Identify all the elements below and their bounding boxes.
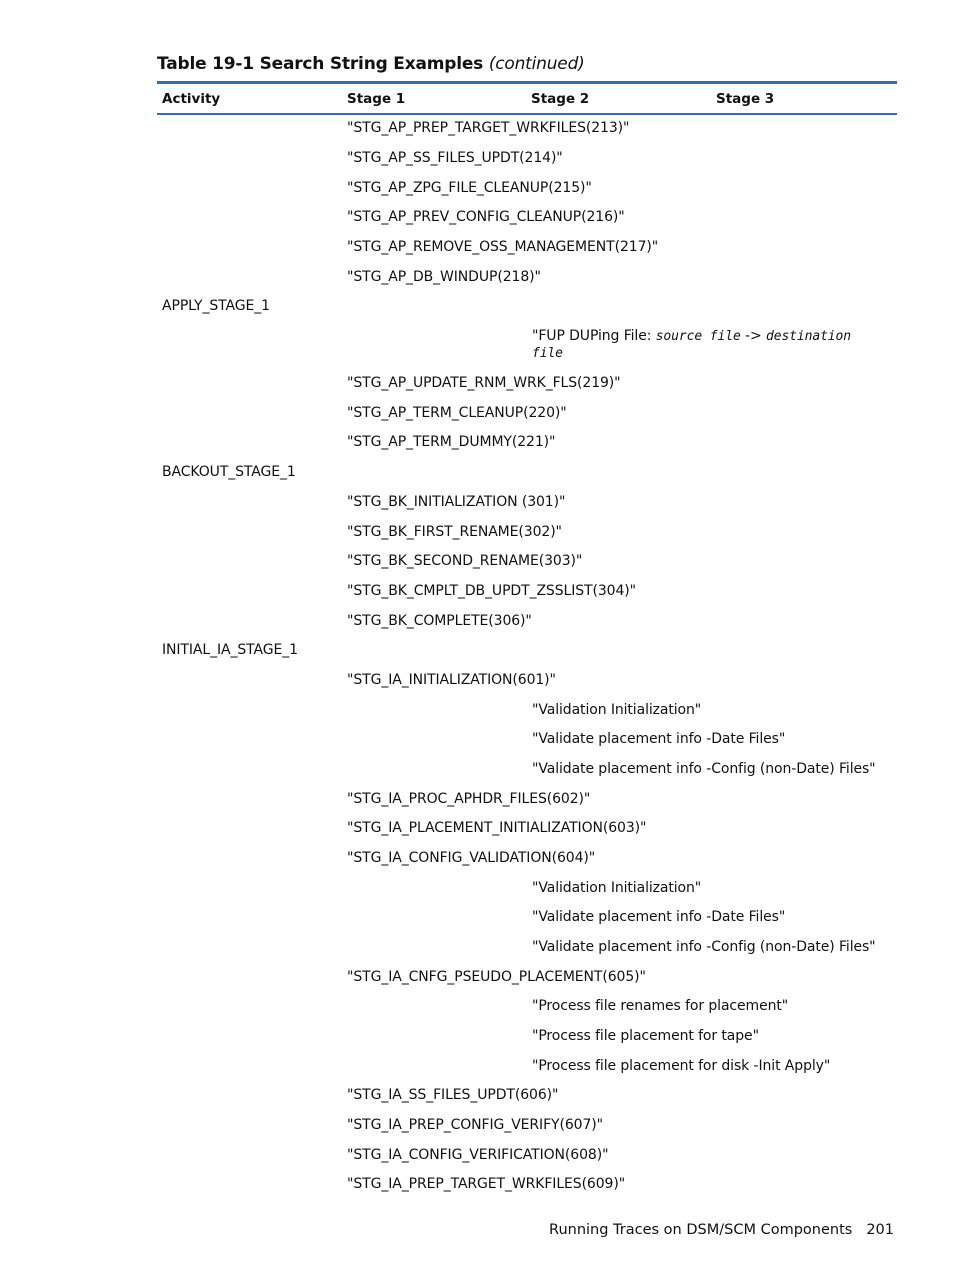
cell-stage1: "STG_BK_SECOND_RENAME(303)" [347,553,583,569]
fup-dst2: file [532,346,563,361]
fup-src: source file [655,329,741,344]
cell-stage2-fup [532,328,882,362]
cell-stage1: "STG_AP_DB_WINDUP(218)" [347,269,541,285]
cell-stage2: "Validate placement info -Date Files" [532,909,786,925]
cell-stage1: "STG_IA_PLACEMENT_INITIALIZATION(603)" [347,820,647,836]
cell-stage1: "STG_IA_SS_FILES_UPDT(606)" [347,1087,559,1103]
cell-stage2: "Process file placement for tape" [532,1028,759,1044]
cell-stage1: "STG_IA_CNFG_PSEUDO_PLACEMENT(605)" [347,969,646,985]
cell-stage1: "STG_IA_CONFIG_VALIDATION(604)" [347,850,596,866]
cell-stage1: "STG_BK_COMPLETE(306)" [347,613,532,629]
cell-stage1: "STG_AP_TERM_CLEANUP(220)" [347,405,567,421]
cell-stage1: "STG_AP_PREV_CONFIG_CLEANUP(216)" [347,209,625,225]
cell-stage1: "STG_AP_ZPG_FILE_CLEANUP(215)" [347,180,592,196]
cell-activity: INITIAL_IA_STAGE_1 [162,642,298,658]
page-footer [549,1222,894,1238]
table-caption [157,54,585,74]
cell-stage2: "Validation Initialization" [532,702,702,718]
cell-stage1: "STG_BK_INITIALIZATION (301)" [347,494,566,510]
caption-title: Table 19-1 Search String Examples [157,54,484,74]
cell-stage1: "STG_AP_UPDATE_RNM_WRK_FLS(219)" [347,375,621,391]
cell-stage1: "STG_IA_PREP_TARGET_WRKFILES(609)" [347,1176,626,1192]
cell-stage2: "Validate placement info -Config (non-Date) Files" [532,939,876,955]
cell-stage2: "Validation Initialization" [532,880,702,896]
header-stage-1: Stage 1 [347,91,406,107]
cell-stage1: "STG_IA_CONFIG_VERIFICATION(608)" [347,1147,609,1163]
cell-stage2: "Validate placement info -Config (non-Date) Files" [532,761,876,777]
cell-stage1: "STG_AP_SS_FILES_UPDT(214)" [347,150,563,166]
footer-section: Running Traces on DSM/SCM Components [549,1222,853,1238]
cell-stage1: "STG_AP_PREP_TARGET_WRKFILES(213)" [347,120,630,136]
cell-activity: APPLY_STAGE_1 [162,298,270,314]
cell-stage1: "STG_AP_REMOVE_OSS_MANAGEMENT(217)" [347,239,659,255]
fup-dst1: destination [765,329,851,344]
header-stage-3: Stage 3 [716,91,775,107]
cell-stage2: "Validate placement info -Date Files" [532,731,786,747]
cell-stage1: "STG_BK_CMPLT_DB_UPDT_ZSSLIST(304)" [347,583,636,599]
fup-prefix: "FUP DUPing File: [532,328,656,344]
header-activity: Activity [162,91,221,107]
cell-activity: BACKOUT_STAGE_1 [162,464,296,480]
cell-stage1: "STG_BK_FIRST_RENAME(302)" [347,524,562,540]
cell-stage1: "STG_IA_PROC_APHDR_FILES(602)" [347,791,591,807]
cell-stage1: "STG_AP_TERM_DUMMY(221)" [347,434,556,450]
top-rule [157,81,897,84]
page-number: 201 [866,1222,894,1238]
caption-continued: (continued) [488,54,585,74]
cell-stage2: "Process file renames for placement" [532,998,789,1014]
cell-stage1: "STG_IA_PREP_CONFIG_VERIFY(607)" [347,1117,603,1133]
header-rule [157,113,897,115]
cell-stage2: "Process file placement for disk -Init Apply" [532,1058,831,1074]
fup-arrow: -> [740,328,766,344]
cell-stage1: "STG_IA_INITIALIZATION(601)" [347,672,556,688]
header-stage-2: Stage 2 [531,91,590,107]
